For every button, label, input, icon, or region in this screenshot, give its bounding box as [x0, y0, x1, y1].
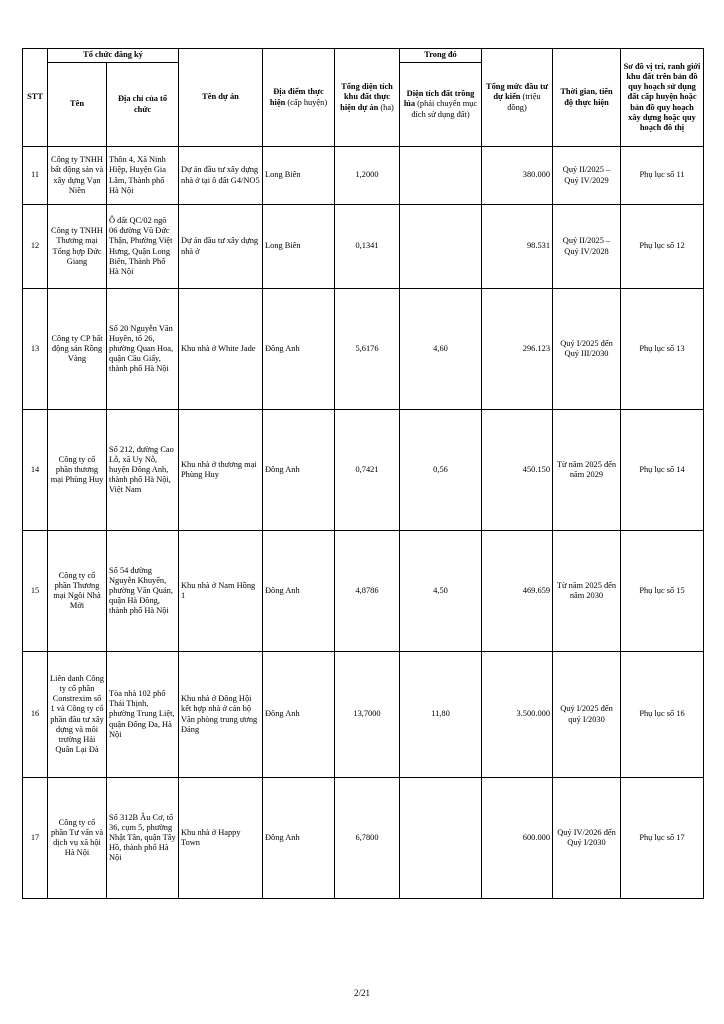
cell-dien-tich: 0,7421 — [335, 410, 400, 531]
cell-dia-diem: Đông Anh — [263, 531, 335, 652]
cell-phu-luc: Phụ lục số 12 — [621, 205, 704, 289]
col-ten: Tên — [48, 63, 107, 147]
cell-du-an: Dự án đầu tư xây dựng nhà ở tại ô đất G4/NO5 — [179, 147, 263, 205]
cell-von: 296.123 — [482, 289, 553, 410]
cell-dien-tich: 5,6176 — [335, 289, 400, 410]
col-dia-diem: Địa điểm thực hiện (cấp huyện) — [263, 49, 335, 147]
cell-lua: 11,80 — [400, 652, 482, 778]
cell-dia-chi: Thôn 4, Xã Ninh Hiệp, Huyện Gia Lâm, Thành phố Hà Nội — [107, 147, 179, 205]
cell-du-an: Khu nhà ở Đông Hội kết hợp nhà ở cán bộ Văn phòng trung ương Đảng — [179, 652, 263, 778]
cell-stt: 15 — [23, 531, 48, 652]
cell-dien-tich: 0,1341 — [335, 205, 400, 289]
col-so-do: Sơ đồ vị trí, ranh giới khu đất trên bản đồ quy hoạch sử dụng đất cấp huyện hoặc bản đồ quy hoạch xây dựng hoặc quy hoạch đô thị — [621, 49, 704, 147]
cell-lua: 4,50 — [400, 531, 482, 652]
cell-thoi-gian: Quý II/2025 – Quý IV/2028 — [553, 205, 621, 289]
page-number: 2/21 — [353, 988, 370, 998]
col-tong-dien-tich: Tổng diện tích khu đất thực hiện dự án (ha) — [335, 49, 400, 147]
cell-ten: Công ty TNHH bất động sản và xây dựng Vạn Niên — [48, 147, 107, 205]
cell-phu-luc: Phụ lục số 14 — [621, 410, 704, 531]
cell-ten: Công ty cổ phần Thương mại Ngôi Nhà Mới — [48, 531, 107, 652]
cell-dien-tich: 13,7000 — [335, 652, 400, 778]
col-thoi-gian: Thời gian, tiến độ thực hiện — [553, 49, 621, 147]
cell-dia-diem: Long Biên — [263, 147, 335, 205]
cell-stt: 11 — [23, 147, 48, 205]
cell-thoi-gian: Quý I/2025 đến quý I/2030 — [553, 652, 621, 778]
col-to-chuc: Tổ chức đăng ký — [48, 49, 179, 63]
cell-ten: Liên danh Công ty cổ phần Constrexim số 1 và Công ty cổ phần đầu tư xây dựng và môi trường Hải Quân Lại Đà — [48, 652, 107, 778]
cell-dien-tich: 6,7800 — [335, 778, 400, 899]
cell-lua: 4,60 — [400, 289, 482, 410]
cell-lua — [400, 778, 482, 899]
project-table — [22, 48, 704, 899]
cell-lua — [400, 147, 482, 205]
table-row — [23, 289, 704, 410]
cell-von: 450.150 — [482, 410, 553, 531]
cell-lua: 0,56 — [400, 410, 482, 531]
table-row — [23, 147, 704, 205]
cell-du-an: Khu nhà ở White Jade — [179, 289, 263, 410]
cell-phu-luc: Phụ lục số 11 — [621, 147, 704, 205]
col-trong-do: Trong đó — [400, 49, 482, 63]
cell-dia-diem: Đông Anh — [263, 289, 335, 410]
cell-von: 600.000 — [482, 778, 553, 899]
cell-ten: Công ty cổ phần thương mại Phùng Huy — [48, 410, 107, 531]
cell-stt: 12 — [23, 205, 48, 289]
cell-von: 380.000 — [482, 147, 553, 205]
cell-ten: Công ty TNHH Thương mại Tổng hợp Đức Giang — [48, 205, 107, 289]
cell-thoi-gian: Quý IV/2026 đến Quý I/2030 — [553, 778, 621, 899]
cell-thoi-gian: Quý II/2025 – Quý IV/2029 — [553, 147, 621, 205]
cell-von: 3.500.000 — [482, 652, 553, 778]
cell-dia-diem: Đông Anh — [263, 410, 335, 531]
table-row — [23, 531, 704, 652]
cell-dia-diem: Long Biên — [263, 205, 335, 289]
cell-dia-chi: Số 54 đường Nguyễn Khuyến, phường Văn Quán, quận Hà Đông, thành phố Hà Nội — [107, 531, 179, 652]
cell-stt: 17 — [23, 778, 48, 899]
col-dt-lua: Diện tích đất trồng lúa (phải chuyển mục đích sử dụng đất) — [400, 63, 482, 147]
cell-dia-chi: Số 20 Nguyễn Văn Huyên, tổ 26, phường Quan Hoa, quận Cầu Giấy, thành phố Hà Nội — [107, 289, 179, 410]
table-row — [23, 652, 704, 778]
cell-du-an: Khu nhà ở Nam Hồng 1 — [179, 531, 263, 652]
cell-dia-chi: Số 312B Âu Cơ, tổ 36, cụm 5, phường Nhật Tân, quận Tây Hồ, thành phố Hà Nội — [107, 778, 179, 899]
cell-du-an: Dự án đầu tư xây dựng nhà ở — [179, 205, 263, 289]
cell-lua — [400, 205, 482, 289]
cell-phu-luc: Phụ lục số 13 — [621, 289, 704, 410]
cell-ten: Công ty CP bất động sản Rồng Vàng — [48, 289, 107, 410]
col-tong-muc: Tổng mức đầu tư dự kiến (triệu đồng) — [482, 49, 553, 147]
col-stt: STT — [23, 49, 48, 147]
cell-dia-chi: Số 212, đường Cao Lỗ, xã Uy Nỗ, huyện Đông Anh, thành phố Hà Nội, Việt Nam — [107, 410, 179, 531]
cell-thoi-gian: Quý I/2025 đến Quý III/2030 — [553, 289, 621, 410]
col-ten-du-an: Tên dự án — [179, 49, 263, 147]
cell-stt: 13 — [23, 289, 48, 410]
cell-du-an: Khu nhà ở Happy Town — [179, 778, 263, 899]
cell-von: 98.531 — [482, 205, 553, 289]
cell-dia-diem: Đông Anh — [263, 778, 335, 899]
cell-dia-chi: Ô đất QC/02 ngõ 06 đường Vũ Đức Thận, Phường Việt Hưng, Quận Long Biên, Thành Phố Hà Nội — [107, 205, 179, 289]
cell-stt: 14 — [23, 410, 48, 531]
cell-phu-luc: Phụ lục số 15 — [621, 531, 704, 652]
cell-dia-diem: Đông Anh — [263, 652, 335, 778]
cell-stt: 16 — [23, 652, 48, 778]
table-row — [23, 205, 704, 289]
cell-dien-tich: 1,2000 — [335, 147, 400, 205]
cell-phu-luc: Phụ lục số 16 — [621, 652, 704, 778]
cell-thoi-gian: Từ năm 2025 đến năm 2030 — [553, 531, 621, 652]
cell-phu-luc: Phụ lục số 17 — [621, 778, 704, 899]
cell-dien-tich: 4,8786 — [335, 531, 400, 652]
cell-von: 469.659 — [482, 531, 553, 652]
cell-thoi-gian: Từ năm 2025 đến năm 2029 — [553, 410, 621, 531]
col-dia-chi: Địa chỉ của tổ chức — [107, 63, 179, 147]
cell-du-an: Khu nhà ở thương mại Phùng Huy — [179, 410, 263, 531]
cell-dia-chi: Tòa nhà 102 phố Thái Thịnh, phường Trung Liệt, quận Đống Đa, Hà Nội — [107, 652, 179, 778]
table-row — [23, 778, 704, 899]
cell-ten: Công ty cổ phần Tư vấn và dịch vụ xã hội Hà Nội — [48, 778, 107, 899]
table-row — [23, 410, 704, 531]
